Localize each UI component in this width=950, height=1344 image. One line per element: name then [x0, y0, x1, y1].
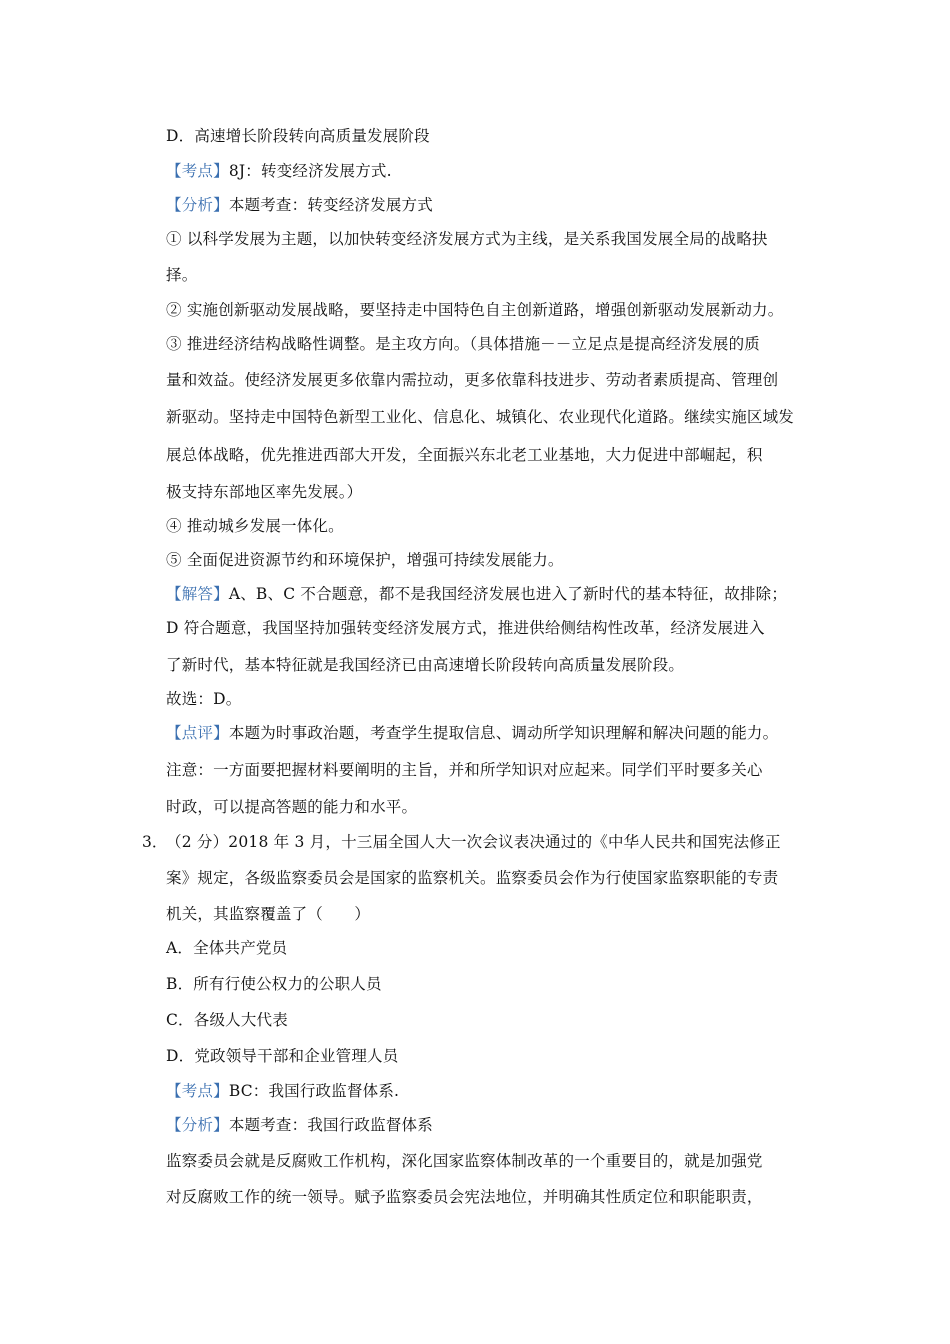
q3-option-d: D．党政领导干部和企业管理人员: [166, 1047, 399, 1065]
dianping-text: 本题为时事政治题，考查学生提取信息、调动所学知识理解和解决问题的能力。: [228, 724, 779, 742]
q2-analysis-line: ③ 推进经济结构战略性调整。是主攻方向。（具体措施－－立足点是提高经济发展的质: [166, 335, 760, 353]
q2-analysis-line: ④ 推动城乡发展一体化。: [166, 517, 344, 535]
q3-analysis-line: 对反腐败工作的统一领导。赋予监察委员会宪法地位，并明确其性质定位和职能职责，: [166, 1188, 763, 1206]
fenxi-tag: 【分析】: [166, 1116, 229, 1134]
q2-option-d: D．高速增长阶段转向高质量发展阶段: [166, 127, 430, 145]
jieda-tag: 【解答】: [166, 585, 229, 603]
q2-jieda-line: 了新时代，基本特征就是我国经济已由高速增长阶段转向高质量发展阶段。: [166, 656, 685, 674]
q3-option-b: B．所有行使公权力的公职人员: [166, 975, 382, 993]
q2-analysis-line: 量和效益。使经济发展更多依靠内需拉动，更多依靠科技进步、劳动者素质提高、管理创: [166, 371, 779, 389]
jieda-text: A、B、C 不合题意，都不是我国经济发展也进入了新时代的基本特征，故排除；: [228, 585, 788, 603]
q2-dianping: [166, 722, 778, 744]
q3-stem-line: （2 分）2018 年 3 月，十三届全国人大一次会议表决通过的《中华人民共和国宪法修正: [166, 833, 781, 851]
q2-jieda-line: 故选：D。: [166, 690, 242, 708]
q3-option-c: C．各级人大代表: [166, 1011, 288, 1029]
kaodian-tag: 【考点】: [166, 162, 229, 180]
fenxi-text: 本题考查：我国行政监督体系: [228, 1116, 433, 1134]
fenxi-tag: 【分析】: [166, 196, 229, 214]
q2-analysis-line: ① 以科学发展为主题，以加快转变经济发展方式为主线，是关系我国发展全局的战略抉: [166, 230, 768, 248]
kaodian-tag: 【考点】: [166, 1082, 229, 1100]
q2-analysis-line: 新驱动。坚持走中国特色新型工业化、信息化、城镇化、农业现代化道路。继续实施区域发: [166, 408, 795, 426]
kaodian-text: 8J：转变经济发展方式.: [228, 162, 392, 180]
q2-analysis-line: ⑤ 全面促进资源节约和环境保护，增强可持续发展能力。: [166, 551, 564, 569]
q2-analysis-line: 展总体战略，优先推进西部大开发，全面振兴东北老工业基地，大力促进中部崛起，积: [166, 446, 763, 464]
kaodian-text: BC：我国行政监督体系.: [228, 1082, 400, 1100]
q2-dianping-line: 注意：一方面要把握材料要阐明的主旨，并和所学知识对应起来。同学们平时要多关心: [166, 761, 763, 779]
q3-stem-line: 机关，其监察覆盖了（ ）: [166, 905, 371, 923]
dianping-tag: 【点评】: [166, 724, 229, 742]
q2-kaodian: [166, 160, 392, 182]
fenxi-text: 本题考查：转变经济发展方式: [228, 196, 433, 214]
q3-option-a: A．全体共产党员: [166, 939, 288, 957]
q2-analysis-line: 择。: [166, 266, 198, 284]
q2-analysis-line: 极支持东部地区率先发展。）: [166, 483, 363, 501]
q2-fenxi: [166, 194, 433, 216]
q3-fenxi: [166, 1114, 433, 1136]
q2-analysis-line: ② 实施创新驱动发展战略，要坚持走中国特色自主创新道路，增强创新驱动发展新动力。: [166, 301, 784, 319]
q2-jieda: [166, 583, 787, 605]
q3-stem-line: 案》规定，各级监察委员会是国家的监察机关。监察委员会作为行使国家监察职能的专责: [166, 869, 779, 887]
q3-kaodian: [166, 1080, 399, 1102]
q2-dianping-line: 时政，可以提高答题的能力和水平。: [166, 798, 418, 816]
q3-number: 3．: [142, 833, 168, 851]
q2-jieda-line: D 符合题意，我国坚持加强转变经济发展方式，推进供给侧结构性改革，经济发展进入: [166, 619, 765, 637]
q3-analysis-line: 监察委员会就是反腐败工作机构，深化国家监察体制改革的一个重要目的，就是加强党: [166, 1152, 763, 1170]
